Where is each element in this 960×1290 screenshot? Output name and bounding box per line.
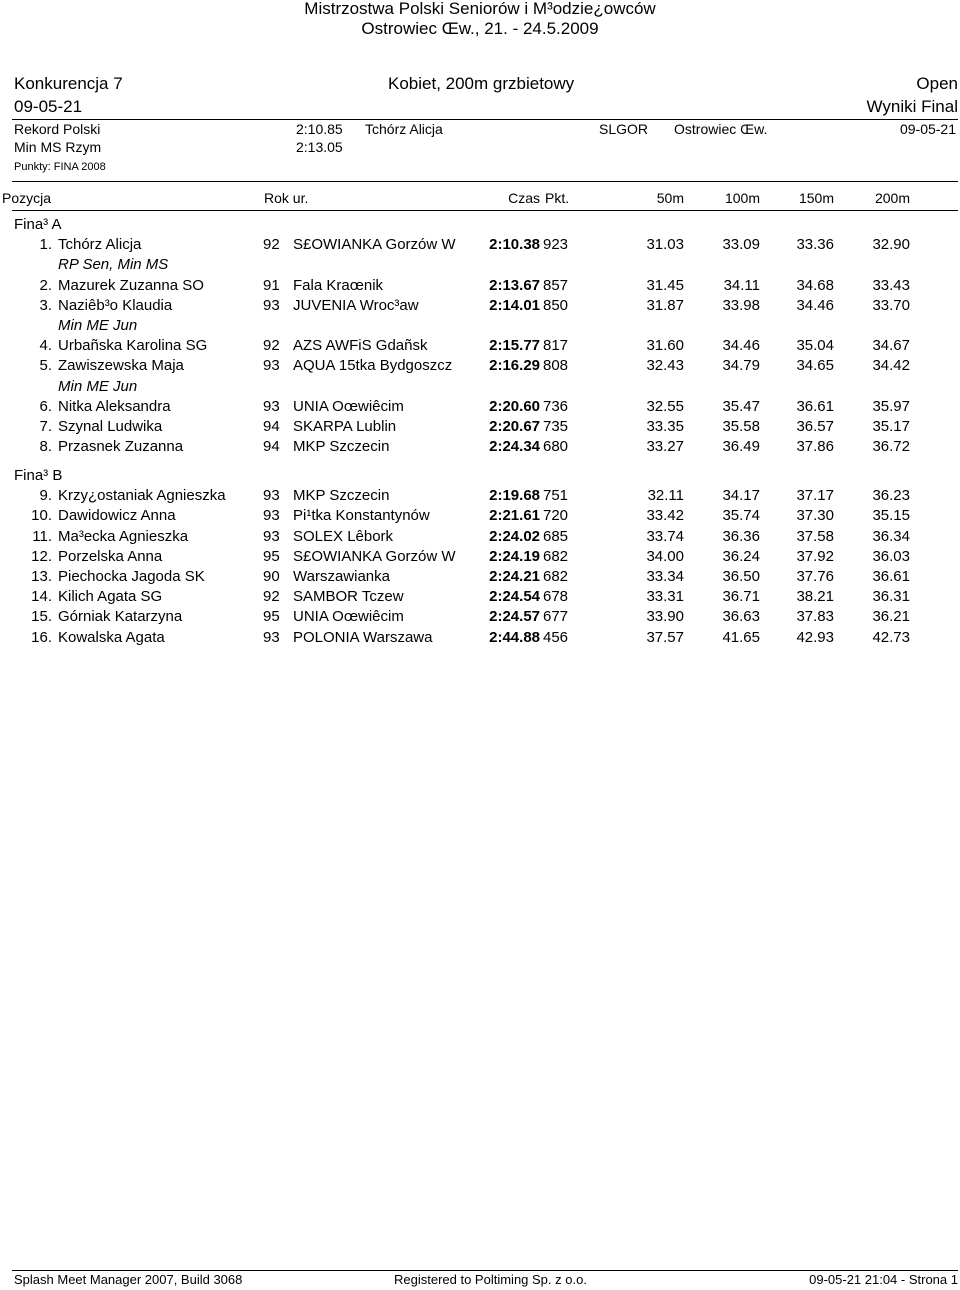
final-title: Fina³ B: [14, 467, 63, 484]
row-record-note: Min ME Jun: [58, 377, 138, 395]
row-split-150: 37.83: [796, 608, 834, 626]
row-points: 808: [543, 357, 569, 375]
row-points: 736: [543, 397, 569, 415]
row-split-200: 36.03: [872, 547, 910, 565]
row-time: 2:44.88: [489, 628, 540, 646]
row-split-100: 34.11: [723, 276, 760, 294]
row-split-50: 31.45: [646, 276, 684, 294]
row-record-note: Min ME Jun: [58, 317, 138, 334]
row-split-100: 36.63: [722, 608, 760, 626]
row-points: 680: [543, 438, 569, 456]
footer-divider: [12, 1270, 958, 1271]
row-club: Pi¹tka Konstantynów: [293, 507, 430, 525]
row-year: 93: [263, 397, 280, 415]
row-year: 92: [263, 588, 280, 606]
row-split-200: 35.15: [872, 507, 910, 525]
row-points: 720: [543, 507, 569, 525]
row-split-50: 32.11: [647, 487, 684, 505]
row-split-100: 36.50: [722, 568, 760, 585]
row-year: 93: [263, 507, 280, 525]
col-50m: 50m: [656, 190, 684, 206]
row-name: Naziêb³o Klaudia: [58, 296, 173, 314]
row-split-150: 37.92: [796, 547, 834, 565]
row-split-50: 33.74: [646, 527, 684, 545]
row-split-200: 36.23: [872, 487, 910, 505]
row-club: UNIA Oœwiêcim: [293, 397, 404, 415]
row-split-200: 36.72: [872, 438, 910, 456]
row-club: MKP Szczecin: [293, 438, 390, 456]
row-position: 11.: [32, 527, 52, 545]
row-year: 91: [263, 276, 280, 294]
row-position: 14.: [31, 588, 52, 606]
row-split-50: 33.42: [646, 507, 684, 525]
footer-timestamp-page: 09-05-21 21:04 - Strona 1: [809, 1272, 958, 1287]
row-split-100: 35.47: [722, 397, 760, 415]
row-year: 90: [263, 568, 280, 585]
row-name: Tchórz Alicja: [58, 236, 142, 254]
row-split-100: 33.98: [722, 296, 760, 314]
row-split-200: 33.70: [872, 296, 910, 314]
record-place: Ostrowiec Œw.: [674, 121, 768, 137]
event-name: Kobiet, 200m grzbietowy: [388, 74, 575, 93]
row-position: 15.: [31, 608, 52, 626]
row-club: AQUA 15tka Bydgoszcz: [293, 357, 453, 375]
row-year: 93: [263, 628, 280, 646]
record-club: SLGOR: [599, 121, 649, 137]
row-club: MKP Szczecin: [293, 487, 390, 505]
row-points: 456: [543, 628, 569, 646]
row-split-200: 36.61: [872, 568, 910, 585]
event-date: 09-05-21: [14, 97, 83, 116]
row-split-200: 36.21: [872, 608, 910, 626]
row-split-200: 36.31: [872, 588, 910, 606]
columns-top-divider: [12, 181, 958, 182]
record-label: Min MS Rzym: [14, 139, 102, 155]
row-split-150: 37.86: [796, 438, 834, 456]
record-date: 09-05-21: [899, 121, 956, 137]
row-split-100: 36.71: [722, 588, 760, 606]
row-points: 682: [543, 568, 569, 585]
row-time: 2:13.67: [489, 276, 540, 294]
col-100m: 100m: [724, 190, 760, 206]
event-category: Open: [916, 74, 958, 93]
row-split-150: 35.04: [796, 337, 834, 355]
row-split-150: 37.30: [796, 507, 834, 525]
row-points: 817: [543, 337, 569, 355]
record-time: 2:13.05: [296, 139, 343, 155]
row-club: Fala Kraœnik: [293, 276, 384, 294]
row-year: 94: [263, 438, 280, 456]
row-position: 2.: [39, 276, 52, 294]
row-position: 16.: [31, 628, 52, 646]
row-year: 95: [263, 608, 280, 626]
row-split-50: 31.87: [646, 296, 684, 314]
footer-software: Splash Meet Manager 2007, Build 3068: [14, 1272, 243, 1287]
row-time: 2:20.67: [489, 418, 540, 435]
row-split-50: 32.55: [646, 397, 684, 415]
row-split-100: 33.09: [722, 236, 760, 254]
row-position: 9.: [39, 487, 52, 505]
row-position: 7.: [39, 418, 52, 435]
row-club: SKARPA Lublin: [293, 418, 397, 435]
row-position: 10.: [31, 507, 52, 525]
col-150m: 150m: [798, 190, 834, 206]
row-year: 93: [263, 357, 280, 375]
row-name: Krzy¿ostaniak Agnieszka: [58, 487, 226, 505]
row-split-50: 32.43: [646, 357, 684, 375]
row-name: Ma³ecka Agnieszka: [58, 527, 189, 545]
row-club: Warszawianka: [293, 568, 390, 585]
row-year: 94: [263, 418, 280, 435]
row-points: 677: [543, 608, 569, 626]
row-name: Dawidowicz Anna: [58, 507, 176, 525]
points-label: Punkty: FINA 2008: [14, 161, 106, 173]
col-time: Czas: [508, 190, 540, 206]
row-name: Kowalska Agata: [58, 628, 165, 646]
row-name: Zawiszewska Maja: [58, 357, 184, 375]
row-split-150: 34.65: [796, 357, 834, 375]
row-split-150: 37.58: [796, 527, 834, 545]
row-name: Porzelska Anna: [58, 547, 163, 565]
col-200m: 200m: [874, 190, 910, 206]
row-split-50: 33.27: [646, 438, 684, 456]
row-split-50: 33.34: [646, 568, 684, 585]
row-name: Mazurek Zuzanna SO: [58, 276, 204, 294]
row-position: 6.: [39, 397, 52, 415]
row-name: Szynal Ludwika: [58, 418, 163, 435]
row-time: 2:24.57: [489, 608, 540, 626]
row-split-100: 36.36: [722, 527, 760, 545]
row-time: 2:24.21: [489, 568, 540, 585]
row-club: JUVENIA Wroc³aw: [293, 296, 419, 314]
row-split-50: 31.60: [646, 337, 684, 355]
row-time: 2:16.29: [489, 357, 540, 375]
row-time: 2:15.77: [489, 337, 540, 355]
row-position: 3.: [39, 296, 52, 314]
row-club: POLONIA Warszawa: [293, 628, 433, 646]
row-time: 2:10.38: [489, 236, 540, 254]
row-points: 678: [543, 588, 569, 606]
row-club: SAMBOR Tczew: [293, 588, 404, 606]
row-points: 682: [543, 547, 569, 565]
final-title: Fina³ A: [14, 216, 62, 233]
row-split-150: 37.17: [796, 487, 834, 505]
row-time: 2:20.60: [489, 397, 540, 415]
row-time: 2:21.61: [489, 507, 540, 525]
record-time: 2:10.85: [296, 121, 343, 137]
row-time: 2:24.02: [489, 527, 540, 545]
row-time: 2:24.34: [489, 438, 540, 456]
row-position: 8.: [39, 438, 52, 456]
row-split-150: 36.61: [796, 397, 834, 415]
row-split-200: 36.34: [872, 527, 910, 545]
row-split-50: 31.03: [646, 236, 684, 254]
row-club: S£OWIANKA Gorzów W: [293, 236, 456, 254]
row-position: 12.: [31, 547, 52, 565]
row-year: 92: [263, 236, 280, 254]
row-split-100: 34.79: [722, 357, 760, 375]
row-name: Przasnek Zuzanna: [58, 438, 184, 456]
page-subtitle: Ostrowiec Œw., 21. - 24.5.2009: [361, 19, 599, 38]
row-name: Kilich Agata SG: [58, 588, 163, 606]
row-split-50: 33.31: [646, 588, 684, 606]
row-split-50: 33.90: [646, 608, 684, 626]
row-year: 93: [263, 296, 280, 314]
row-points: 923: [543, 236, 569, 254]
row-year: 93: [263, 527, 280, 545]
results-label: Wyniki Final: [866, 97, 958, 116]
row-split-100: 35.58: [722, 418, 760, 435]
row-position: 13.: [31, 568, 52, 585]
col-points: Pkt.: [545, 190, 570, 206]
row-year: 93: [263, 487, 280, 505]
row-name: Nitka Aleksandra: [58, 397, 171, 415]
row-time: 2:24.54: [489, 588, 540, 606]
row-time: 2:19.68: [489, 487, 540, 505]
row-split-150: 38.21: [796, 588, 834, 606]
row-name: Urbañska Karolina SG: [58, 337, 208, 355]
row-split-100: 35.74: [722, 507, 760, 525]
col-year: Rok ur.: [264, 190, 309, 206]
col-position: Pozycja: [2, 190, 52, 206]
row-split-200: 34.67: [872, 337, 910, 355]
row-split-200: 33.43: [872, 276, 910, 294]
row-split-150: 37.76: [796, 568, 834, 585]
row-year: 92: [263, 337, 280, 355]
row-split-50: 34.00: [646, 547, 684, 565]
row-club: AZS AWFiS Gdañsk: [293, 337, 428, 355]
row-split-200: 32.90: [872, 236, 910, 254]
row-club: SOLEX Lêbork: [293, 527, 394, 545]
row-split-150: 42.93: [796, 628, 834, 646]
row-split-100: 36.24: [722, 547, 760, 565]
row-points: 850: [543, 296, 569, 314]
row-split-200: 35.17: [872, 418, 910, 435]
row-name: Górniak Katarzyna: [58, 608, 183, 626]
row-club: UNIA Oœwiêcim: [293, 608, 404, 626]
row-position: 4.: [39, 337, 52, 355]
row-split-200: 34.42: [872, 357, 910, 375]
row-time: 2:24.19: [489, 547, 540, 565]
row-record-note: RP Sen, Min MS: [58, 256, 169, 274]
row-split-150: 36.57: [796, 418, 834, 435]
row-split-200: 35.97: [872, 397, 910, 415]
row-time: 2:14.01: [489, 296, 540, 314]
row-split-100: 41.65: [722, 628, 760, 646]
footer-registration: Registered to Poltiming Sp. z o.o.: [394, 1272, 587, 1287]
row-position: 5.: [39, 357, 52, 375]
row-split-150: 33.36: [796, 236, 834, 254]
row-split-150: 34.46: [796, 296, 834, 314]
row-split-150: 34.68: [796, 276, 834, 294]
competition-number: Konkurencja 7: [14, 74, 123, 93]
page-title: Mistrzostwa Polski Seniorów i M³odzie¿owców: [304, 0, 656, 18]
row-split-100: 34.17: [722, 487, 760, 505]
row-year: 95: [263, 547, 280, 565]
row-split-50: 33.35: [646, 418, 684, 435]
row-points: 735: [543, 418, 569, 435]
row-points: 751: [543, 487, 569, 505]
row-split-100: 36.49: [722, 438, 760, 456]
row-points: 685: [543, 527, 569, 545]
record-holder: Tchórz Alicja: [365, 121, 443, 137]
columns-bottom-divider: [12, 210, 958, 211]
row-split-200: 42.73: [872, 628, 910, 646]
row-position: 1.: [39, 236, 52, 254]
header-divider: [12, 119, 958, 120]
row-points: 857: [543, 276, 569, 294]
row-split-100: 34.46: [722, 337, 760, 355]
row-club: S£OWIANKA Gorzów W: [293, 547, 456, 565]
row-name: Piechocka Jagoda SK: [58, 568, 205, 585]
row-split-50: 37.57: [646, 628, 684, 646]
record-label: Rekord Polski: [14, 121, 101, 137]
